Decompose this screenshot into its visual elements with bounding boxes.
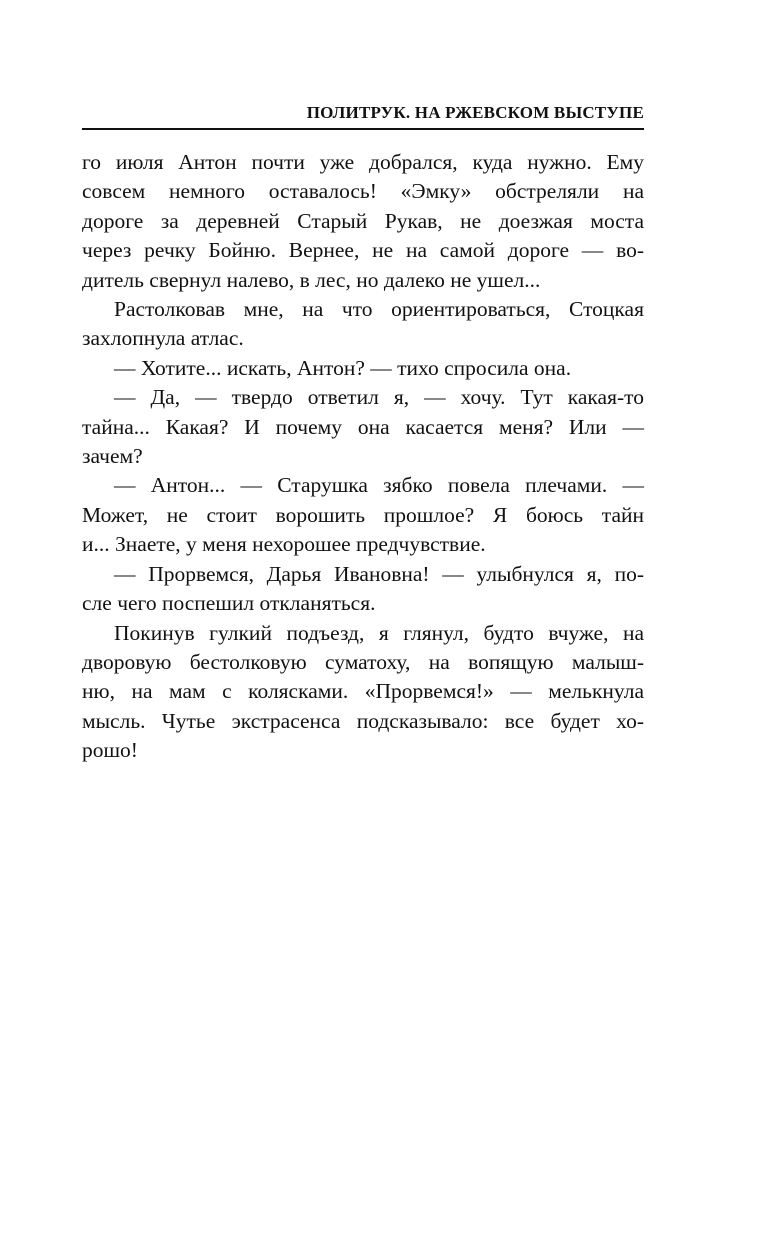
paragraph xyxy=(82,560,644,619)
text-line: захлопнула атлас. xyxy=(82,326,244,351)
header-rule xyxy=(82,128,644,130)
text-line: — Прорвемся, Дарья Ивановна! — улыбнулся я, по- xyxy=(114,561,644,586)
text-line: мысль. Чутье экстрасенса подсказывало: все будет хо- xyxy=(82,708,644,733)
text-line: дитель свернул налево, в лес, но далеко не ушел... xyxy=(82,267,541,292)
text-line: через речку Бойню. Вернее, не на самой дороге — во- xyxy=(82,238,644,263)
text-line: — Хотите... искать, Антон? — тихо спросила она. xyxy=(114,355,572,380)
text-line: Может, не стоит ворошить прошлое? Я боюсь тайн xyxy=(82,502,644,527)
text-line: дороге за деревней Старый Рукав, не доезжая моста xyxy=(82,208,644,233)
text-line: и... Знаете, у меня нехорошее предчувствие. xyxy=(82,532,486,557)
text-line: тайна... Какая? И почему она касается меня? Или — xyxy=(82,414,644,439)
book-page xyxy=(82,100,644,766)
paragraph xyxy=(82,295,644,354)
text-line: — Да, — твердо ответил я, — хочу. Тут какая-то xyxy=(114,385,644,410)
text-line: рошо! xyxy=(82,738,138,763)
running-title: ПОЛИТРУК. НА РЖЕВСКОМ ВЫСТУПЕ xyxy=(306,103,644,122)
paragraph xyxy=(82,354,644,383)
text-line: Растолковав мне, на что ориентироваться, Стоцкая xyxy=(114,297,644,322)
paragraph xyxy=(82,619,644,766)
text-line: зачем? xyxy=(82,444,143,469)
paragraph xyxy=(82,471,644,559)
paragraph xyxy=(82,148,644,295)
text-line: дворовую бестолковую суматоху, на вопящую малыш- xyxy=(82,649,644,674)
paragraph xyxy=(82,383,644,471)
text-line: — Антон... — Старушка зябко повела плечами. — xyxy=(114,473,644,498)
text-line: Покинув гулкий подъезд, я глянул, будто вчуже, на xyxy=(114,620,644,645)
text-line: го июля Антон почти уже добрался, куда нужно. Ему xyxy=(82,150,644,174)
text-line: сле чего поспешил откланяться. xyxy=(82,591,376,616)
text-line: ню, на мам с колясками. «Прорвемся!» — мелькнула xyxy=(82,679,644,704)
body-text xyxy=(82,148,644,766)
text-line: совсем немного оставалось! «Эмку» обстреляли на xyxy=(82,179,644,204)
